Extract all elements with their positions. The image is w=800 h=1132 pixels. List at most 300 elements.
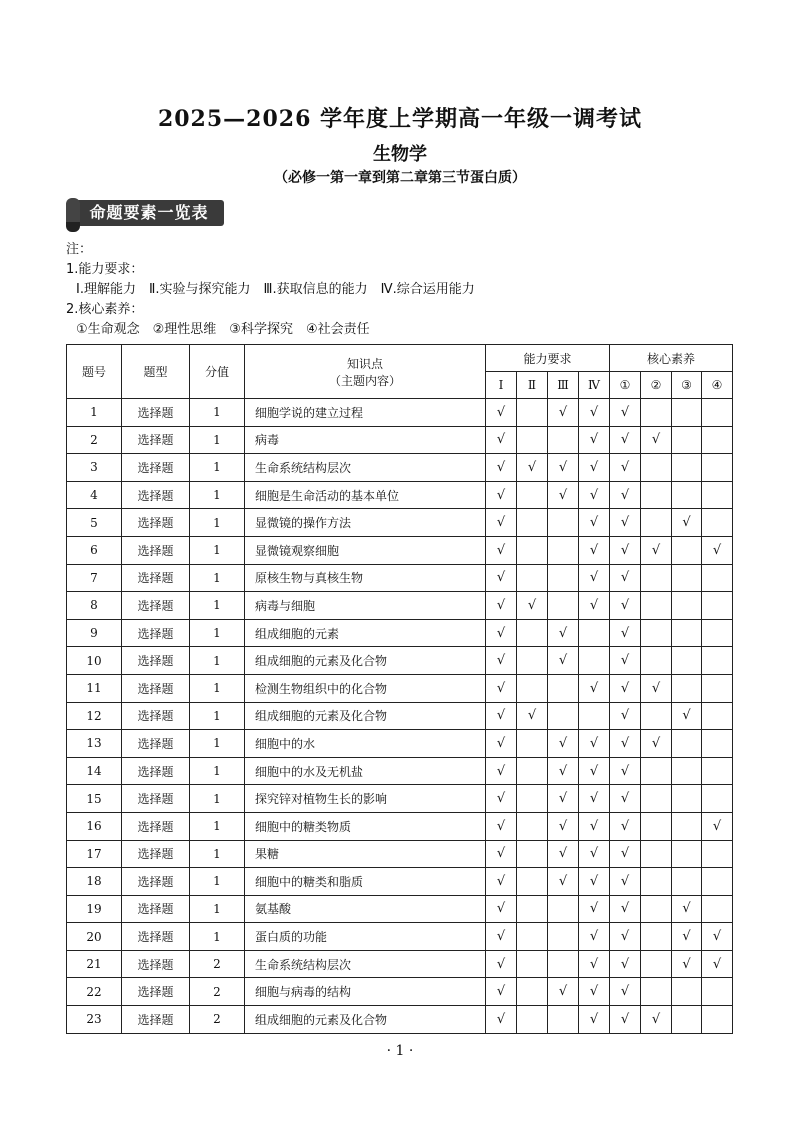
ability-cell	[548, 785, 579, 813]
check-mark-icon: √	[558, 459, 568, 475]
literacy-cell	[672, 426, 702, 454]
check-mark-icon: √	[620, 956, 630, 972]
ability-cell	[579, 674, 610, 702]
literacy-cell	[672, 785, 702, 813]
check-mark-icon: √	[620, 597, 630, 613]
check-mark-icon: √	[651, 1011, 661, 1027]
table-row	[67, 647, 733, 675]
check-mark-icon: √	[496, 597, 506, 613]
notes-section	[66, 240, 475, 340]
literacy-cell	[702, 674, 733, 702]
check-mark-icon: √	[496, 459, 506, 475]
literacy-cell	[610, 536, 641, 564]
question-score: 1	[190, 812, 245, 840]
literacy-cell	[610, 840, 641, 868]
ability-cell	[579, 426, 610, 454]
question-number: 15	[67, 785, 122, 813]
check-mark-icon: √	[496, 956, 506, 972]
question-type: 选择题	[122, 702, 190, 730]
question-score: 1	[190, 785, 245, 813]
check-mark-icon: √	[589, 818, 599, 834]
literacy-cell	[610, 426, 641, 454]
question-score: 1	[190, 923, 245, 951]
question-score: 1	[190, 674, 245, 702]
table-row	[67, 812, 733, 840]
literacy-cell	[610, 454, 641, 482]
check-mark-icon: √	[496, 1011, 506, 1027]
question-score: 1	[190, 426, 245, 454]
check-mark-icon: √	[589, 680, 599, 696]
check-mark-icon: √	[682, 956, 691, 972]
question-number: 11	[67, 674, 122, 702]
ability-cell	[548, 702, 579, 730]
question-number: 4	[67, 481, 122, 509]
table-row	[67, 536, 733, 564]
literacy-cell	[672, 399, 702, 427]
table-body	[67, 399, 733, 1034]
check-mark-icon: √	[496, 432, 506, 448]
ability-cell	[548, 950, 579, 978]
ability-cell	[579, 895, 610, 923]
literacy-cell	[641, 840, 672, 868]
table-row	[67, 1006, 733, 1034]
check-mark-icon: √	[651, 432, 661, 448]
literacy-cell	[672, 757, 702, 785]
ability-cell	[517, 923, 548, 951]
check-mark-icon: √	[558, 487, 568, 503]
literacy-cell	[672, 536, 702, 564]
check-mark-icon: √	[496, 708, 506, 724]
question-type: 选择题	[122, 923, 190, 951]
ability-title: 1.能力要求：	[66, 262, 144, 277]
knowledge-point: 细胞与病毒的结构	[245, 978, 486, 1006]
literacy-cell	[672, 978, 702, 1006]
question-number: 13	[67, 730, 122, 758]
check-mark-icon: √	[620, 570, 630, 586]
ability-cell	[486, 757, 517, 785]
question-score: 1	[190, 509, 245, 537]
literacy-cell	[610, 647, 641, 675]
check-mark-icon: √	[682, 901, 691, 917]
ability-cell	[579, 1006, 610, 1034]
ability-cell	[486, 426, 517, 454]
ability-cell	[517, 647, 548, 675]
knowledge-point: 组成细胞的元素及化合物	[245, 702, 486, 730]
literacy-cell	[672, 1006, 702, 1034]
question-number: 2	[67, 426, 122, 454]
check-mark-icon: √	[496, 404, 506, 420]
ability-cell	[517, 868, 548, 896]
question-score: 1	[190, 592, 245, 620]
literacy-cell	[702, 1006, 733, 1034]
check-mark-icon: √	[620, 929, 630, 945]
literacy-cell	[641, 509, 672, 537]
check-mark-icon: √	[496, 984, 506, 1000]
ability-cell	[486, 509, 517, 537]
ability-cell	[579, 730, 610, 758]
question-type: 选择题	[122, 454, 190, 482]
header-knowledge	[245, 345, 486, 399]
knowledge-point: 细胞中的水及无机盐	[245, 757, 486, 785]
knowledge-point: 显微镜观察细胞	[245, 536, 486, 564]
ability-cell	[486, 592, 517, 620]
ability-cell	[548, 812, 579, 840]
header-literacy-col: ①	[610, 372, 641, 399]
check-mark-icon: √	[558, 818, 568, 834]
question-score: 1	[190, 619, 245, 647]
header-score: 分值	[190, 345, 245, 399]
literacy-cell	[641, 785, 672, 813]
knowledge-point: 显微镜的操作方法	[245, 509, 486, 537]
question-score: 1	[190, 536, 245, 564]
literacy-cell	[702, 592, 733, 620]
ability-cell	[486, 978, 517, 1006]
ability-cell	[548, 757, 579, 785]
literacy-cell	[641, 481, 672, 509]
question-number: 8	[67, 592, 122, 620]
literacy-cell	[672, 923, 702, 951]
literacy-items: ①生命观念 ②理性思维 ③科学探究 ④社会责任	[76, 322, 370, 337]
ability-cell	[579, 509, 610, 537]
literacy-cell	[702, 785, 733, 813]
ability-cell	[548, 978, 579, 1006]
header-type: 题型	[122, 345, 190, 399]
check-mark-icon: √	[589, 984, 599, 1000]
header-ability-col: Ⅰ	[486, 372, 517, 399]
ability-cell	[548, 730, 579, 758]
ability-cell	[579, 564, 610, 592]
check-mark-icon: √	[620, 542, 630, 558]
check-mark-icon: √	[620, 873, 630, 889]
question-score: 1	[190, 868, 245, 896]
literacy-cell	[641, 978, 672, 1006]
ability-cell	[486, 868, 517, 896]
check-mark-icon: √	[589, 432, 599, 448]
question-number: 18	[67, 868, 122, 896]
literacy-cell	[702, 730, 733, 758]
literacy-cell	[610, 564, 641, 592]
literacy-cell	[672, 674, 702, 702]
notes-heading: 注：	[66, 242, 93, 257]
ability-cell	[486, 454, 517, 482]
literacy-cell	[702, 481, 733, 509]
question-number: 12	[67, 702, 122, 730]
table-row	[67, 619, 733, 647]
literacy-cell	[610, 592, 641, 620]
literacy-cell	[702, 923, 733, 951]
question-score: 2	[190, 950, 245, 978]
header-literacy-col: ④	[702, 372, 733, 399]
scroll-curl-icon	[66, 222, 80, 232]
header-literacy-col: ②	[641, 372, 672, 399]
question-type: 选择题	[122, 950, 190, 978]
question-number: 19	[67, 895, 122, 923]
check-mark-icon: √	[496, 791, 506, 807]
table-row	[67, 978, 733, 1006]
literacy-cell	[610, 895, 641, 923]
check-mark-icon: √	[620, 791, 630, 807]
ability-cell	[517, 454, 548, 482]
table-row	[67, 950, 733, 978]
ability-cell	[517, 702, 548, 730]
table-row	[67, 592, 733, 620]
literacy-cell	[610, 978, 641, 1006]
ability-cell	[579, 840, 610, 868]
check-mark-icon: √	[620, 984, 630, 1000]
check-mark-icon: √	[651, 735, 661, 751]
question-number: 22	[67, 978, 122, 1006]
literacy-cell	[610, 923, 641, 951]
table-row	[67, 399, 733, 427]
ability-cell	[486, 950, 517, 978]
table-row	[67, 702, 733, 730]
literacy-cell	[641, 1006, 672, 1034]
ability-cell	[579, 702, 610, 730]
subject-title: 生物学	[373, 144, 427, 165]
literacy-cell	[610, 399, 641, 427]
literacy-cell	[672, 481, 702, 509]
ability-cell	[579, 647, 610, 675]
knowledge-point: 氨基酸	[245, 895, 486, 923]
literacy-cell	[610, 868, 641, 896]
check-mark-icon: √	[558, 625, 568, 641]
literacy-cell	[672, 454, 702, 482]
table-row	[67, 757, 733, 785]
ability-cell	[517, 757, 548, 785]
question-score: 1	[190, 757, 245, 785]
table-row	[67, 454, 733, 482]
header-number: 题号	[67, 345, 122, 399]
ability-cell	[517, 895, 548, 923]
check-mark-icon: √	[682, 515, 691, 531]
check-mark-icon: √	[620, 487, 630, 503]
knowledge-point: 生命系统结构层次	[245, 454, 486, 482]
question-score: 2	[190, 978, 245, 1006]
check-mark-icon: √	[496, 846, 506, 862]
literacy-cell	[702, 509, 733, 537]
literacy-cell	[702, 454, 733, 482]
question-type: 选择题	[122, 481, 190, 509]
exam-title: 2025—2026 学年度上学期高一年级一调考试	[157, 106, 643, 132]
literacy-cell	[672, 868, 702, 896]
ability-cell	[579, 868, 610, 896]
knowledge-point: 病毒	[245, 426, 486, 454]
literacy-cell	[702, 564, 733, 592]
check-mark-icon: √	[589, 846, 599, 862]
check-mark-icon: √	[589, 763, 599, 779]
question-type: 选择题	[122, 399, 190, 427]
ability-cell	[548, 564, 579, 592]
literacy-cell	[610, 702, 641, 730]
literacy-cell	[672, 895, 702, 923]
check-mark-icon: √	[620, 708, 630, 724]
check-mark-icon: √	[620, 432, 630, 448]
ability-cell	[548, 536, 579, 564]
check-mark-icon: √	[712, 818, 722, 834]
question-number: 1	[67, 399, 122, 427]
literacy-cell	[641, 619, 672, 647]
knowledge-point: 细胞学说的建立过程	[245, 399, 486, 427]
literacy-cell	[641, 923, 672, 951]
header-knowledge-line2: （主题内容）	[328, 373, 401, 388]
question-number: 14	[67, 757, 122, 785]
header-ability: 能力要求	[486, 345, 610, 372]
question-score: 1	[190, 730, 245, 758]
table-row	[67, 895, 733, 923]
ability-cell	[486, 840, 517, 868]
literacy-cell	[610, 812, 641, 840]
literacy-cell	[610, 509, 641, 537]
check-mark-icon: √	[496, 818, 506, 834]
ability-cell	[486, 730, 517, 758]
check-mark-icon: √	[589, 1011, 599, 1027]
question-number: 21	[67, 950, 122, 978]
elements-table	[66, 344, 733, 1034]
ability-cell	[548, 923, 579, 951]
literacy-cell	[702, 399, 733, 427]
ability-cell	[517, 509, 548, 537]
literacy-cell	[610, 674, 641, 702]
literacy-cell	[641, 895, 672, 923]
check-mark-icon: √	[589, 404, 599, 420]
literacy-cell	[610, 785, 641, 813]
ability-cell	[517, 564, 548, 592]
check-mark-icon: √	[589, 570, 599, 586]
question-type: 选择题	[122, 674, 190, 702]
question-type: 选择题	[122, 785, 190, 813]
check-mark-icon: √	[589, 929, 599, 945]
question-type: 选择题	[122, 730, 190, 758]
literacy-cell	[610, 619, 641, 647]
ability-cell	[517, 399, 548, 427]
ability-cell	[579, 978, 610, 1006]
question-type: 选择题	[122, 536, 190, 564]
header-ability-col: Ⅳ	[579, 372, 610, 399]
ability-cell	[486, 674, 517, 702]
ability-cell	[486, 481, 517, 509]
question-type: 选择题	[122, 978, 190, 1006]
literacy-cell	[672, 564, 702, 592]
literacy-cell	[672, 730, 702, 758]
check-mark-icon: √	[496, 570, 506, 586]
check-mark-icon: √	[496, 625, 506, 641]
literacy-cell	[641, 674, 672, 702]
check-mark-icon: √	[712, 929, 722, 945]
check-mark-icon: √	[558, 873, 568, 889]
ability-cell	[579, 950, 610, 978]
ability-cell	[486, 619, 517, 647]
ability-cell	[486, 702, 517, 730]
check-mark-icon: √	[682, 929, 691, 945]
ability-cell	[548, 454, 579, 482]
ability-cell	[517, 674, 548, 702]
question-number: 10	[67, 647, 122, 675]
table-row	[67, 426, 733, 454]
check-mark-icon: √	[651, 680, 661, 696]
ability-cell	[579, 481, 610, 509]
literacy-cell	[641, 812, 672, 840]
question-score: 1	[190, 481, 245, 509]
check-mark-icon: √	[620, 680, 630, 696]
question-number: 5	[67, 509, 122, 537]
ability-cell	[517, 481, 548, 509]
literacy-cell	[641, 757, 672, 785]
literacy-cell	[702, 840, 733, 868]
literacy-cell	[610, 1006, 641, 1034]
ability-cell	[579, 592, 610, 620]
ability-cell	[579, 812, 610, 840]
ability-cell	[486, 647, 517, 675]
check-mark-icon: √	[589, 459, 599, 475]
literacy-cell	[610, 757, 641, 785]
check-mark-icon: √	[496, 515, 506, 531]
question-number: 17	[67, 840, 122, 868]
ability-cell	[579, 757, 610, 785]
question-number: 9	[67, 619, 122, 647]
literacy-cell	[641, 592, 672, 620]
literacy-cell	[702, 868, 733, 896]
ability-cell	[486, 895, 517, 923]
ability-cell	[548, 895, 579, 923]
question-number: 20	[67, 923, 122, 951]
ability-cell	[517, 592, 548, 620]
question-score: 1	[190, 399, 245, 427]
literacy-cell	[610, 950, 641, 978]
banner-label: 命题要素一览表	[74, 200, 224, 226]
question-type: 选择题	[122, 868, 190, 896]
ability-cell	[517, 785, 548, 813]
ability-cell	[579, 619, 610, 647]
check-mark-icon: √	[558, 846, 568, 862]
question-type: 选择题	[122, 812, 190, 840]
question-number: 16	[67, 812, 122, 840]
check-mark-icon: √	[620, 846, 630, 862]
check-mark-icon: √	[620, 459, 630, 475]
check-mark-icon: √	[527, 459, 537, 475]
ability-cell	[486, 399, 517, 427]
literacy-cell	[641, 536, 672, 564]
knowledge-point: 生命系统结构层次	[245, 950, 486, 978]
ability-cell	[548, 592, 579, 620]
knowledge-point: 探究锌对植物生长的影响	[245, 785, 486, 813]
ability-cell	[517, 619, 548, 647]
ability-cell	[517, 840, 548, 868]
ability-cell	[517, 730, 548, 758]
question-number: 7	[67, 564, 122, 592]
literacy-cell	[702, 619, 733, 647]
ability-cell	[517, 536, 548, 564]
literacy-cell	[641, 426, 672, 454]
check-mark-icon: √	[589, 873, 599, 889]
question-score: 1	[190, 564, 245, 592]
question-score: 1	[190, 702, 245, 730]
question-score: 1	[190, 647, 245, 675]
ability-cell	[548, 509, 579, 537]
check-mark-icon: √	[558, 735, 568, 751]
question-number: 6	[67, 536, 122, 564]
check-mark-icon: √	[620, 625, 630, 641]
check-mark-icon: √	[651, 542, 661, 558]
ability-cell	[548, 426, 579, 454]
check-mark-icon: √	[558, 791, 568, 807]
check-mark-icon: √	[558, 763, 568, 779]
table-row	[67, 785, 733, 813]
ability-cell	[486, 785, 517, 813]
ability-items: Ⅰ.理解能力 Ⅱ.实验与探究能力 Ⅲ.获取信息的能力 Ⅳ.综合运用能力	[76, 282, 475, 297]
literacy-cell	[672, 702, 702, 730]
literacy-cell	[702, 536, 733, 564]
table-row	[67, 481, 733, 509]
